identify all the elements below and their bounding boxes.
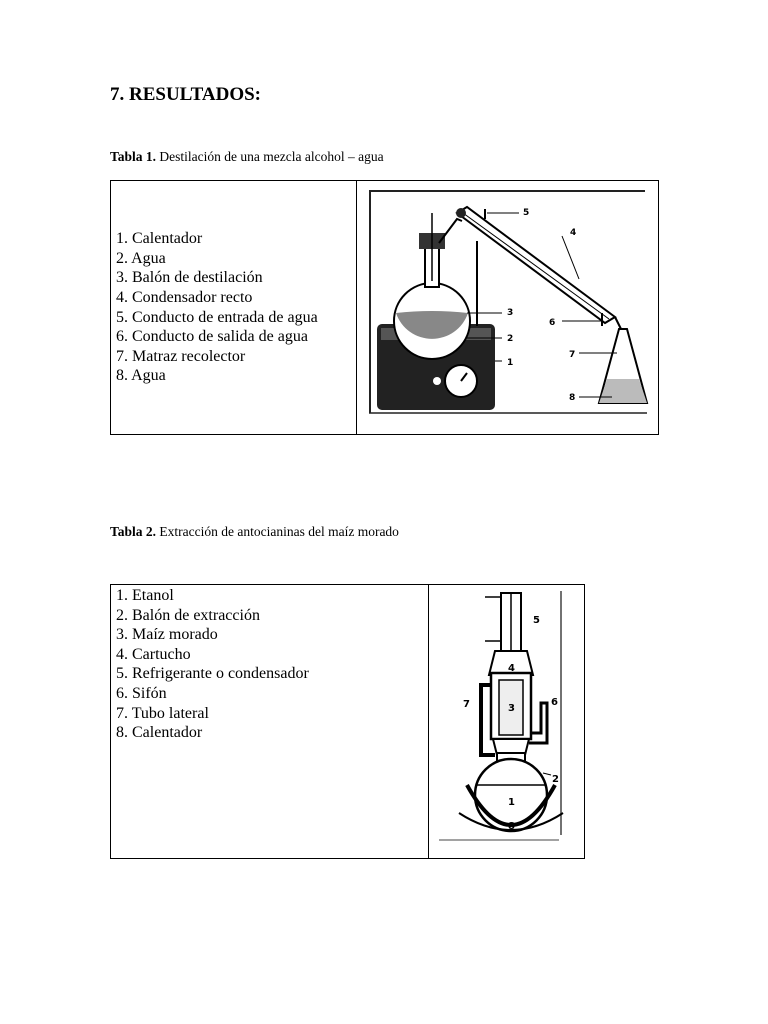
list-item: 7. Tubo lateral (116, 704, 209, 722)
table1-figure-cell (357, 181, 659, 435)
list-item: 3. Maíz morado (116, 626, 218, 644)
figure-label: 8 (508, 821, 515, 832)
table2-caption-text: Extracción de antocianinas del maíz morado (156, 524, 399, 539)
distillation-apparatus-illustration (357, 181, 658, 434)
soxhlet-extractor-illustration (429, 585, 584, 858)
list-item: 5. Conducto de entrada de agua (116, 308, 318, 326)
list-item: 4. Condensador recto (116, 288, 253, 306)
figure-label: 3 (507, 308, 514, 318)
list-item: 4. Cartucho (116, 645, 191, 663)
list-item: 1. Etanol (116, 587, 174, 604)
table1-caption-label: Tabla 1. (110, 149, 157, 164)
list-item: 6. Conducto de salida de agua (116, 328, 308, 346)
condenser-joint (456, 208, 466, 218)
figure-label: 5 (533, 615, 540, 626)
leader-line (562, 236, 579, 279)
list-item: 2. Agua (116, 249, 166, 267)
figure-label: 6 (549, 318, 556, 328)
list-item: 6. Sifón (116, 684, 167, 702)
table1-item-list (116, 229, 356, 386)
table2-caption (110, 524, 399, 540)
table1-caption-text: Destilación de una mezcla alcohol – agua (156, 149, 384, 164)
list-item: 7. Matraz recolector (116, 347, 246, 365)
section-title: 7. RESULTADOS: (110, 84, 261, 105)
table1-list-cell (111, 181, 357, 435)
table2-item-list (116, 586, 428, 743)
table1 (110, 180, 659, 435)
figure-label: 3 (508, 703, 515, 714)
table2-list-cell (111, 585, 429, 859)
table2-figure-cell (429, 585, 585, 859)
list-item: 2. Balón de extracción (116, 606, 260, 624)
collector-liquid (599, 379, 647, 403)
figure-label: 4 (508, 663, 515, 674)
leader-line (543, 773, 551, 775)
figure-label: 1 (507, 358, 514, 368)
list-item: 1. Calentador (116, 230, 203, 248)
heater-switch (433, 377, 441, 385)
list-item: 8. Agua (116, 367, 166, 385)
side-arm (439, 219, 462, 243)
figure-label: 7 (569, 350, 576, 360)
table1-caption (110, 149, 384, 165)
figure-label: 2 (507, 334, 514, 344)
figure-label: 2 (552, 774, 559, 785)
list-item: 8. Calentador (116, 724, 203, 742)
table2-caption-label: Tabla 2. (110, 524, 157, 539)
figure-label: 7 (463, 699, 470, 710)
figure-label: 1 (508, 797, 515, 808)
figure-label: 8 (569, 393, 576, 403)
figure-label: 6 (551, 697, 558, 708)
condenser-inner-tube (463, 213, 609, 319)
figure-label: 5 (523, 208, 530, 218)
figure-label: 4 (570, 228, 577, 238)
list-item: 5. Refrigerante o condensador (116, 665, 309, 683)
list-item: 3. Balón de destilación (116, 269, 263, 287)
table2 (110, 584, 585, 859)
